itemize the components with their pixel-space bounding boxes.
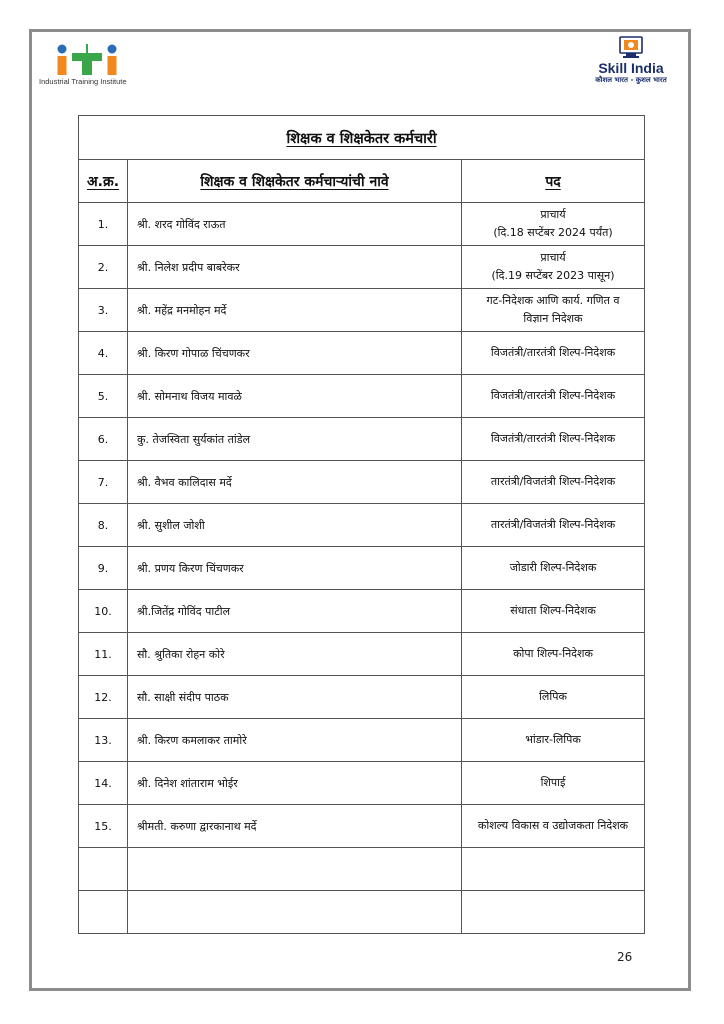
page-number: 26: [617, 950, 633, 964]
table-row: [79, 762, 645, 805]
table-body: [79, 203, 645, 934]
staff-name-cell: [128, 891, 462, 934]
post-cell: [462, 633, 645, 676]
serial-number-cell: 12.: [79, 676, 128, 719]
post-cell: [462, 891, 645, 934]
staff-name-cell: श्री. प्रणय किरण चिंचणकर: [128, 547, 462, 590]
post-title: लिपिक: [539, 690, 567, 703]
post-title: विजतंत्री/तारतंत्री शिल्प-निदेशक: [490, 432, 616, 445]
serial-number-cell: 9.: [79, 547, 128, 590]
serial-number-cell: 5.: [79, 375, 128, 418]
staff-name-cell: श्री. वैभव कालिदास मर्दे: [128, 461, 462, 504]
serial-number-cell: 10.: [79, 590, 128, 633]
staff-name-cell: श्री. निलेश प्रदीप बाबरेकर: [128, 246, 462, 289]
serial-number-cell: [79, 848, 128, 891]
post-title: भांडार-लिपिक: [525, 733, 581, 746]
table-row: [79, 719, 645, 762]
table-row: [79, 547, 645, 590]
post-title: संधाता शिल्प-निदेशक: [510, 604, 596, 617]
iti-logo: [39, 44, 139, 90]
staff-table: [78, 115, 645, 934]
table-header-row: [79, 160, 645, 203]
iti-logo-caption: Industrial Training Institute: [39, 77, 127, 86]
staff-name-cell: [128, 848, 462, 891]
skill-india-title: Skill India: [598, 60, 664, 76]
column-header-name-label: शिक्षक व शिक्षकेतर कर्मचाऱ्यांची नावे: [200, 173, 389, 190]
staff-name-cell: श्री. महेंद्र मनमोहन मर्दे: [128, 289, 462, 332]
post-title: कोपा शिल्प-निदेशक: [513, 647, 593, 660]
post-title: तारतंत्री/विजतंत्री शिल्प-निदेशक: [490, 475, 616, 488]
serial-number-cell: 4.: [79, 332, 128, 375]
column-header-post: [462, 160, 645, 203]
table-row: [79, 848, 645, 891]
serial-number-cell: 11.: [79, 633, 128, 676]
staff-name-cell: श्री. दिनेश शांताराम भोईर: [128, 762, 462, 805]
post-note: (दि.19 सप्टेंबर 2023 पासून): [491, 269, 615, 282]
column-header-post-label: पद: [545, 173, 561, 190]
post-cell: [462, 375, 645, 418]
post-title: विजतंत्री/तारतंत्री शिल्प-निदेशक: [490, 389, 616, 402]
post-cell: [462, 246, 645, 289]
post-note: (दि.18 सप्टेंबर 2024 पर्यंत): [493, 226, 613, 239]
post-cell: [462, 461, 645, 504]
serial-number-cell: 6.: [79, 418, 128, 461]
serial-number-cell: [79, 891, 128, 934]
column-header-serial-label: अ.क्र.: [86, 173, 120, 190]
staff-name-cell: कु. तेजस्विता सुर्यकांत तांडेल: [128, 418, 462, 461]
iti-logo-mark: [56, 44, 136, 76]
staff-name-cell: सौ. साक्षी संदीप पाठक: [128, 676, 462, 719]
skill-india-tagline: कौशल भारत - कुशल भारत: [595, 76, 667, 84]
post-cell: [462, 547, 645, 590]
table-row: [79, 590, 645, 633]
table-row: [79, 461, 645, 504]
table-title: शिक्षक व शिक्षकेतर कर्मचारी: [286, 130, 437, 147]
serial-number-cell: 8.: [79, 504, 128, 547]
table-row: [79, 805, 645, 848]
staff-name-cell: श्री. किरण गोपाळ चिंचणकर: [128, 332, 462, 375]
post-cell: [462, 504, 645, 547]
table-row: [79, 332, 645, 375]
post-note: विज्ञान निदेशक: [523, 312, 583, 325]
column-header-name: [128, 160, 462, 203]
serial-number-cell: 7.: [79, 461, 128, 504]
staff-name-cell: श्री. किरण कमलाकर तामोरे: [128, 719, 462, 762]
staff-name-cell: श्री. सुशील जोशी: [128, 504, 462, 547]
serial-number-cell: 1.: [79, 203, 128, 246]
post-cell: [462, 719, 645, 762]
serial-number-cell: 14.: [79, 762, 128, 805]
staff-name-cell: सौ. श्रुतिका रोहन कोरे: [128, 633, 462, 676]
skill-india-emblem-icon: [617, 34, 645, 60]
table-row: [79, 203, 645, 246]
table-row: [79, 418, 645, 461]
staff-name-cell: श्री. शरद गोविंद राऊत: [128, 203, 462, 246]
post-title: गट-निदेशक आणि कार्य. गणित व: [486, 294, 620, 307]
post-title: प्राचार्य: [540, 251, 566, 264]
table-row: [79, 504, 645, 547]
table-title-cell: [79, 116, 645, 160]
post-cell: [462, 590, 645, 633]
post-cell: [462, 203, 645, 246]
post-cell: [462, 762, 645, 805]
post-title: विजतंत्री/तारतंत्री शिल्प-निदेशक: [490, 346, 616, 359]
post-title: कोशल्य विकास व उद्योजकता निदेशक: [477, 819, 629, 832]
table-row: [79, 289, 645, 332]
post-cell: [462, 418, 645, 461]
table-row: [79, 891, 645, 934]
post-cell: [462, 848, 645, 891]
table-row: [79, 633, 645, 676]
serial-number-cell: 2.: [79, 246, 128, 289]
staff-name-cell: श्री. सोमनाथ विजय मावळे: [128, 375, 462, 418]
table-title-row: [79, 116, 645, 160]
skill-india-logo: [592, 34, 670, 92]
post-cell: [462, 805, 645, 848]
table-row: [79, 676, 645, 719]
post-title: शिपाई: [540, 776, 566, 789]
column-header-serial: [79, 160, 128, 203]
serial-number-cell: 13.: [79, 719, 128, 762]
post-cell: [462, 676, 645, 719]
serial-number-cell: 15.: [79, 805, 128, 848]
post-title: तारतंत्री/विजतंत्री शिल्प-निदेशक: [490, 518, 616, 531]
staff-name-cell: श्रीमती. करुणा द्वारकानाथ मर्दे: [128, 805, 462, 848]
table-row: [79, 375, 645, 418]
table-row: [79, 246, 645, 289]
serial-number-cell: 3.: [79, 289, 128, 332]
post-cell: [462, 289, 645, 332]
staff-name-cell: श्री.जितेंद्र गोविंद पाटील: [128, 590, 462, 633]
post-title: जोडारी शिल्प-निदेशक: [509, 561, 597, 574]
post-cell: [462, 332, 645, 375]
post-title: प्राचार्य: [540, 208, 566, 221]
